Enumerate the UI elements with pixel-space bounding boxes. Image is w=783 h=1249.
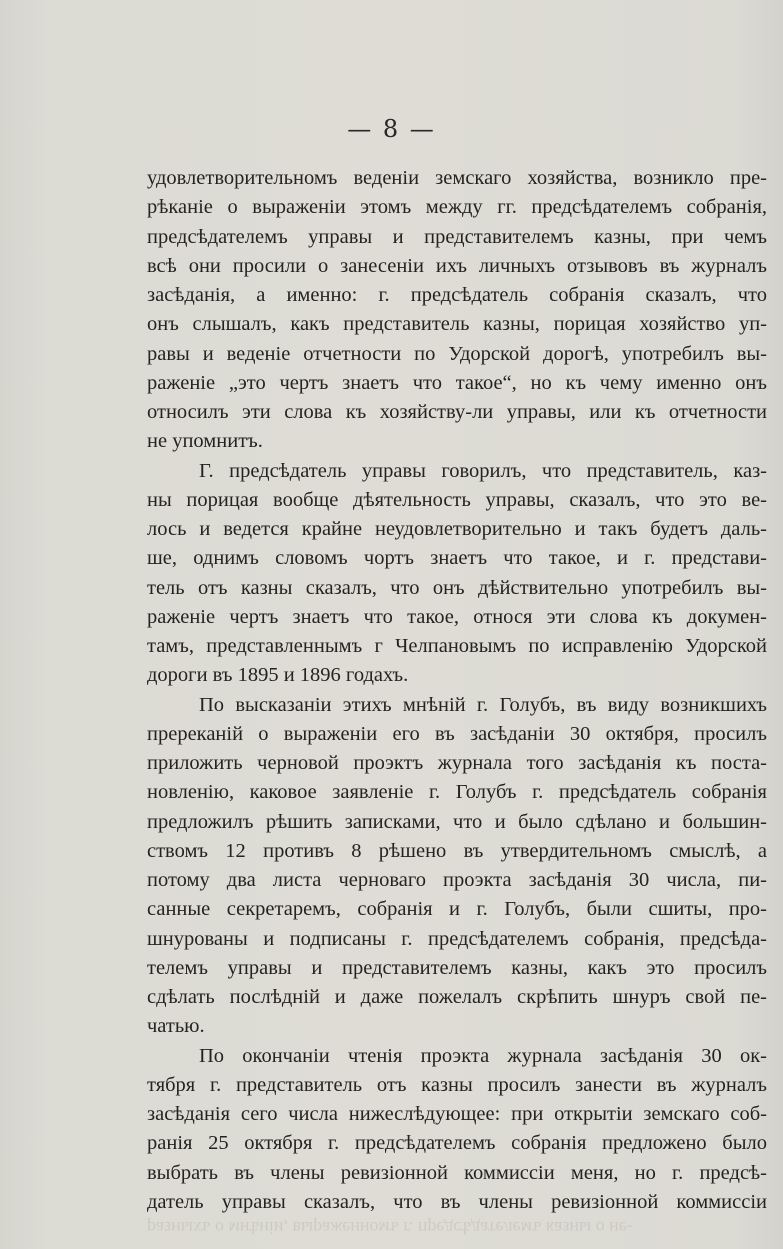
text-line: относилъ эти слова къ хозяйству-ли управы, или къ отчетности	[147, 401, 767, 423]
text-line: засѣданія, а именно: г. предсѣдатель собранія сказалъ, что	[147, 284, 767, 306]
text-line: По окончаніи чтенія проэкта журнала засѣданія 30 ок-	[199, 1044, 767, 1067]
text-line: дороги въ 1895 и 1896 годахъ.	[147, 664, 409, 687]
text-line: тель отъ казны сказалъ, что онъ дѣйствительно употребилъ вы-	[147, 576, 767, 599]
text-line: раженіе „это чертъ знаетъ что такое“, но къ чему именно онъ	[147, 371, 767, 394]
text-line: не упомнитъ.	[147, 430, 263, 453]
text-line: лось и ведется крайне неудовлетворительно и такъ будетъ даль-	[147, 518, 767, 540]
text-line: засѣданія сего числа нижеслѣдующее: при открытіи земскаго соб-	[147, 1103, 767, 1125]
text-line: предсѣдателемъ управы и представителемъ казны, при чемъ	[147, 225, 767, 248]
text-line: чатью.	[147, 1015, 205, 1038]
text-line: ны порицая вообще дѣятельность управы, сказалъ, что это ве-	[147, 488, 767, 511]
text-line: тамъ, представленнымъ г Челпановымъ по исправленію Удорской	[147, 635, 767, 657]
text-line: пререканій о выраженіи его въ засѣданіи 30 октября, просилъ	[147, 722, 767, 745]
text-line: Г. предсѣдатель управы говорилъ, что представитель, каз-	[199, 459, 767, 482]
text-line: онъ слышалъ, какъ представитель казны, порицая хозяйство уп-	[147, 313, 767, 336]
page-number: — 8 —	[347, 115, 436, 143]
text-line: телемъ управы и представителемъ казны, какъ это просилъ	[147, 956, 767, 979]
text-line: рѣканіе о выраженіи этомъ между гг. предсѣдателемъ собранія,	[147, 196, 767, 219]
text-line: раженіе чертъ знаетъ что такое, относя эти слова къ докумен-	[147, 605, 767, 628]
text-line: тября г. представитель отъ казны просилъ занести въ журналъ	[147, 1073, 767, 1096]
text-line: ранія 25 октября г. предсѣдателемъ собранія предложено было	[147, 1132, 767, 1155]
text-line: новленію, каковое заявленіе г. Голубъ г. предсѣдатель собранія	[147, 781, 767, 804]
text-line: ше, однимъ словомъ чортъ знаетъ что такое, и г. представи-	[147, 547, 767, 570]
text-line: удовлетворительномъ веденіи земскаго хозяйства, возникло пре-	[147, 167, 767, 189]
text-line: санные секретаремъ, собранія и г. Голубъ, были сшиты, про-	[147, 898, 767, 921]
body-text	[147, 164, 767, 1217]
text-line: равы и веденіе отчетности по Удорской дорогѣ, употребилъ вы-	[147, 342, 767, 365]
text-line: ствомъ 12 противъ 8 рѣшено въ утвердительномъ смыслѣ, а	[147, 839, 767, 862]
text-line: датель управы сказалъ, что въ члены ревизіонной коммиссіи	[147, 1190, 767, 1213]
text-line: сдѣлать послѣдній и даже пожелалъ скрѣпить шнуръ свой пе-	[147, 986, 767, 1008]
text-line: приложить черновой проэктъ журнала того засѣданія къ поста-	[147, 752, 767, 774]
text-line: потому два листа черноваго проэкта засѣданія 30 числа, пи-	[147, 869, 767, 891]
text-line: выбрать въ члены ревизіонной коммиссіи меня, но г. предсѣ-	[147, 1161, 767, 1184]
text-line: По высказаніи этихъ мнѣній г. Голубъ, въ виду возникшихъ	[199, 693, 767, 716]
text-line: предложилъ рѣшить записками, что и было сдѣлано и большин-	[147, 810, 767, 833]
text-line: шнурованы и подписаны г. предсѣдателемъ собранія, предсѣда-	[147, 927, 767, 950]
bleed-through-text: разныхъ о мнѣніи, выраженномъ г. предсѣдателемъ казны о не-	[147, 1218, 633, 1238]
text-line: всѣ они просили о занесеніи ихъ личныхъ отзывовъ въ журналъ	[147, 254, 767, 277]
